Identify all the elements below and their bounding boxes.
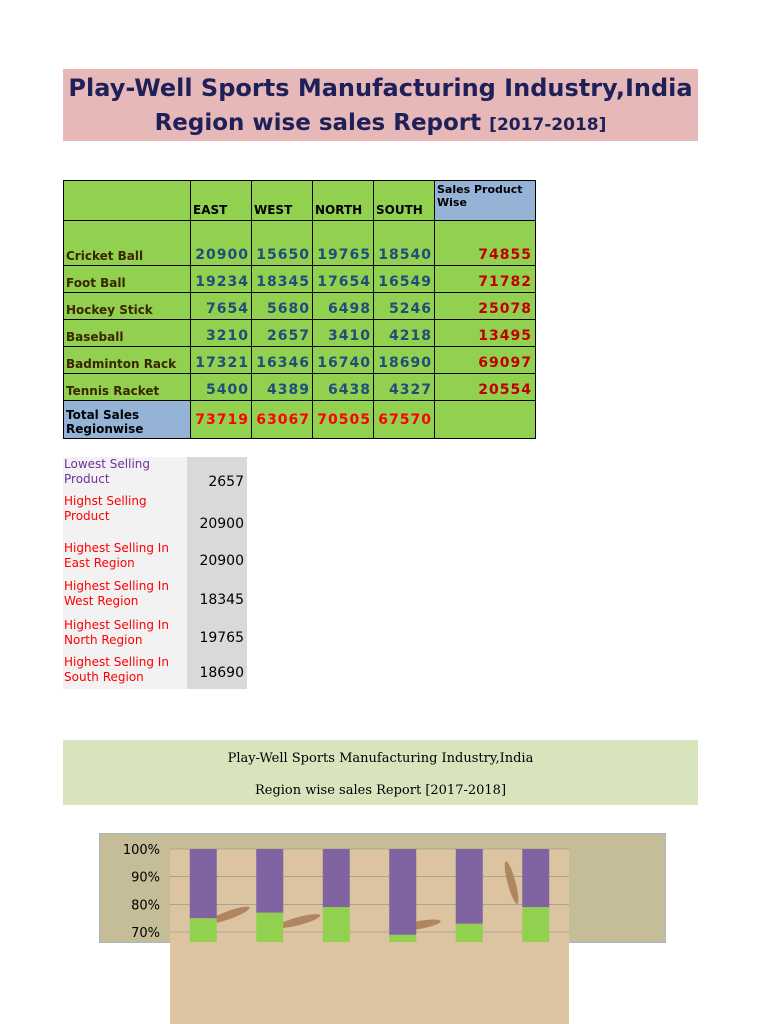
stat-highest-east [63, 540, 247, 578]
cell-south: 4218 [374, 320, 435, 347]
bar-green [323, 907, 350, 942]
stat-value: 20900 [187, 540, 247, 578]
cell-product-total: 71782 [435, 266, 536, 293]
table-row [64, 221, 536, 266]
stat-value: 18345 [187, 578, 247, 617]
cell-south: 4327 [374, 374, 435, 401]
chart-svg [99, 833, 666, 1024]
chart-title-line2: Region wise sales Report [2017-2018] [254, 783, 507, 798]
cell-west: 5680 [252, 293, 313, 320]
bar-purple [256, 849, 283, 913]
row-product: Cricket Ball [64, 221, 191, 266]
cell-product-total: 20554 [435, 374, 536, 401]
report-title-line2 [63, 109, 698, 139]
stat-value: 2657 [187, 457, 247, 490]
table-header-row [64, 181, 536, 221]
cell-north: 6438 [313, 374, 374, 401]
stat-label: Highest Selling In West Region [63, 578, 187, 617]
y-tick-label: 90% [131, 870, 160, 886]
stat-value: 19765 [187, 617, 247, 655]
cell-product-total: 25078 [435, 293, 536, 320]
bar-purple [389, 849, 416, 935]
total-south: 67570 [374, 401, 435, 439]
cell-east: 20900 [191, 221, 252, 266]
cell-west: 16346 [252, 347, 313, 374]
total-north: 70505 [313, 401, 374, 439]
bar-green [389, 935, 416, 942]
bar-purple [323, 849, 350, 907]
stat-highest-west [63, 578, 247, 617]
report-title-banner [63, 69, 698, 141]
chart-right-margin [569, 943, 666, 1024]
cell-north: 16740 [313, 347, 374, 374]
bar-purple [190, 849, 217, 918]
stat-value: 18690 [187, 655, 247, 689]
total-row-label: Total Sales Regionwise [64, 401, 191, 439]
row-product: Tennis Racket [64, 374, 191, 401]
bar-green [256, 913, 283, 942]
chart-left-margin [99, 943, 170, 1024]
stat-lowest-product [63, 457, 247, 490]
cell-product-total: 69097 [435, 347, 536, 374]
stat-label: Lowest Selling Product [63, 457, 187, 490]
cell-east: 19234 [191, 266, 252, 293]
cell-south: 5246 [374, 293, 435, 320]
table-row [64, 320, 536, 347]
cell-east: 3210 [191, 320, 252, 347]
row-product: Badminton Rack [64, 347, 191, 374]
bar-green [456, 924, 483, 942]
chart-title-banner [63, 740, 698, 805]
chart-title-line1: Play-Well Sports Manufacturing Industry,India [227, 751, 534, 766]
cell-north: 6498 [313, 293, 374, 320]
col-header-product-total: Sales Product Wise [435, 181, 536, 221]
stat-highest-north [63, 617, 247, 655]
total-blank-cell [435, 401, 536, 439]
sales-table [63, 180, 536, 439]
stat-label: Highest Selling In East Region [63, 540, 187, 578]
cell-product-total: 13495 [435, 320, 536, 347]
cell-product-total: 74855 [435, 221, 536, 266]
cell-east: 5400 [191, 374, 252, 401]
sales-chart [99, 833, 666, 1024]
row-product: Hockey Stick [64, 293, 191, 320]
row-product: Foot Ball [64, 266, 191, 293]
stat-value: 20900 [187, 490, 247, 540]
report-subtitle: Region wise sales Report [154, 110, 482, 136]
table-row [64, 374, 536, 401]
col-header-north: NORTH [313, 181, 374, 221]
cell-north: 19765 [313, 221, 374, 266]
summary-stats [63, 457, 247, 689]
table-corner-cell [64, 181, 191, 221]
col-header-west: WEST [252, 181, 313, 221]
total-west: 63067 [252, 401, 313, 439]
col-header-east: EAST [191, 181, 252, 221]
cell-south: 16549 [374, 266, 435, 293]
stat-label: Highst Selling Product [63, 490, 187, 540]
cell-west: 4389 [252, 374, 313, 401]
bar-purple [456, 849, 483, 924]
report-title-line1: Play-Well Sports Manufacturing Industry,India [68, 74, 693, 102]
bar-green [190, 918, 217, 942]
cell-west: 2657 [252, 320, 313, 347]
stat-highest-product [63, 490, 247, 540]
cell-south: 18690 [374, 347, 435, 374]
stat-label: Highest Selling In South Region [63, 655, 187, 689]
y-tick-label: 100% [122, 843, 160, 858]
cell-west: 18345 [252, 266, 313, 293]
bar-green [522, 907, 549, 942]
cell-east: 7654 [191, 293, 252, 320]
table-total-row [64, 401, 536, 439]
stat-label: Highest Selling In North Region [63, 617, 187, 655]
y-tick-label: 70% [131, 926, 160, 941]
table-row [64, 266, 536, 293]
y-tick-label: 80% [131, 898, 160, 914]
cell-north: 3410 [313, 320, 374, 347]
cell-south: 18540 [374, 221, 435, 266]
bar-purple [522, 849, 549, 907]
total-east: 73719 [191, 401, 252, 439]
stat-highest-south [63, 655, 247, 689]
cell-east: 17321 [191, 347, 252, 374]
row-product: Baseball [64, 320, 191, 347]
table-row [64, 293, 536, 320]
cell-north: 17654 [313, 266, 374, 293]
cell-west: 15650 [252, 221, 313, 266]
col-header-south: SOUTH [374, 181, 435, 221]
report-year: [2017-2018] [489, 115, 607, 135]
table-row [64, 347, 536, 374]
